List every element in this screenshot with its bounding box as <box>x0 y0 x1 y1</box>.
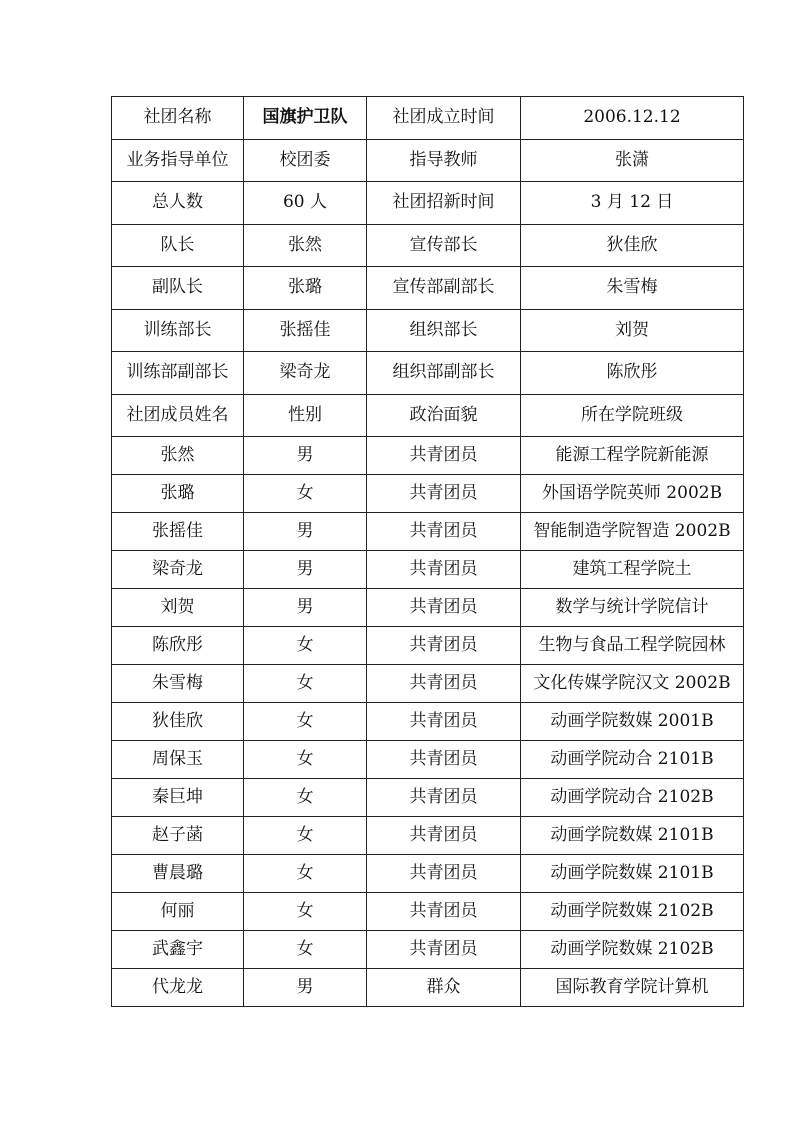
political-status-header: 政治面貌 <box>367 394 521 437</box>
table-row <box>112 931 744 969</box>
gender-header: 性别 <box>244 394 367 437</box>
advisor-value: 张潇 <box>521 139 744 182</box>
member-gender-cell: 女 <box>244 893 367 931</box>
captain-label: 队长 <box>112 224 244 267</box>
club-info-section <box>112 97 744 437</box>
publicity-head-value: 狄佳欣 <box>521 224 744 267</box>
member-gender-cell: 女 <box>244 817 367 855</box>
organization-head-label: 组织部长 <box>367 309 521 352</box>
member-college-class-cell: 动画学院动合 2101B <box>521 741 744 779</box>
member-name-cell: 张璐 <box>112 475 244 513</box>
member-political-status-cell: 共青团员 <box>367 703 521 741</box>
member-gender-cell: 男 <box>244 969 367 1007</box>
table-row <box>112 779 744 817</box>
member-political-status-cell: 共青团员 <box>367 437 521 475</box>
member-name-cell: 狄佳欣 <box>112 703 244 741</box>
member-gender-cell: 男 <box>244 513 367 551</box>
table-row <box>112 855 744 893</box>
member-political-status-cell: 共青团员 <box>367 551 521 589</box>
member-political-status-cell: 共青团员 <box>367 931 521 969</box>
member-name-cell: 秦巨坤 <box>112 779 244 817</box>
table-row <box>112 475 744 513</box>
member-political-status-cell: 共青团员 <box>367 817 521 855</box>
table-row <box>112 893 744 931</box>
table-row <box>112 97 744 140</box>
member-college-class-cell: 动画学院动合 2102B <box>521 779 744 817</box>
club-name-value: 国旗护卫队 <box>244 97 367 140</box>
table-row <box>112 309 744 352</box>
table-row <box>112 352 744 395</box>
total-value: 60 人 <box>244 182 367 225</box>
recruit-value: 3 月 12 日 <box>521 182 744 225</box>
member-political-status-cell: 群众 <box>367 969 521 1007</box>
table-row <box>112 741 744 779</box>
publicity-vice-label: 宣传部副部长 <box>367 267 521 310</box>
member-political-status-cell: 共青团员 <box>367 589 521 627</box>
member-name-cell: 张摇佳 <box>112 513 244 551</box>
table-row <box>112 703 744 741</box>
member-name-cell: 曹晨璐 <box>112 855 244 893</box>
table-row <box>112 267 744 310</box>
member-college-class-cell: 动画学院数媒 2102B <box>521 893 744 931</box>
member-college-class-cell: 智能制造学院智造 2002B <box>521 513 744 551</box>
member-gender-cell: 女 <box>244 627 367 665</box>
member-gender-cell: 女 <box>244 855 367 893</box>
member-gender-cell: 女 <box>244 665 367 703</box>
club-name-label: 社团名称 <box>112 97 244 140</box>
member-name-cell: 周保玉 <box>112 741 244 779</box>
member-name-cell: 朱雪梅 <box>112 665 244 703</box>
members-header-row <box>112 394 744 437</box>
table-row <box>112 817 744 855</box>
member-college-class-cell: 生物与食品工程学院园林 <box>521 627 744 665</box>
member-college-class-cell: 动画学院数媒 2001B <box>521 703 744 741</box>
college-class-header: 所在学院班级 <box>521 394 744 437</box>
member-name-cell: 代龙龙 <box>112 969 244 1007</box>
table-row <box>112 139 744 182</box>
organization-vice-label: 组织部副部长 <box>367 352 521 395</box>
member-college-class-cell: 动画学院数媒 2101B <box>521 855 744 893</box>
member-gender-cell: 男 <box>244 437 367 475</box>
member-college-class-cell: 数学与统计学院信计 <box>521 589 744 627</box>
member-college-class-cell: 外国语学院英师 2002B <box>521 475 744 513</box>
member-political-status-cell: 共青团员 <box>367 741 521 779</box>
member-political-status-cell: 共青团员 <box>367 665 521 703</box>
member-gender-cell: 女 <box>244 475 367 513</box>
table-row <box>112 224 744 267</box>
organization-vice-value: 陈欣彤 <box>521 352 744 395</box>
table-row <box>112 551 744 589</box>
member-college-class-cell: 动画学院数媒 2102B <box>521 931 744 969</box>
member-name-cell: 武鑫宇 <box>112 931 244 969</box>
member-political-status-cell: 共青团员 <box>367 893 521 931</box>
publicity-vice-value: 朱雪梅 <box>521 267 744 310</box>
member-name-cell: 刘贺 <box>112 589 244 627</box>
member-gender-cell: 男 <box>244 589 367 627</box>
publicity-head-label: 宣传部长 <box>367 224 521 267</box>
table-row <box>112 182 744 225</box>
training-head-value: 张摇佳 <box>244 309 367 352</box>
total-label: 总人数 <box>112 182 244 225</box>
vice-captain-value: 张璐 <box>244 267 367 310</box>
member-gender-cell: 女 <box>244 741 367 779</box>
member-name-cell: 何丽 <box>112 893 244 931</box>
member-political-status-cell: 共青团员 <box>367 779 521 817</box>
table-row <box>112 437 744 475</box>
advisor-label: 指导教师 <box>367 139 521 182</box>
guidance-unit-label: 业务指导单位 <box>112 139 244 182</box>
member-gender-cell: 女 <box>244 703 367 741</box>
member-political-status-cell: 共青团员 <box>367 513 521 551</box>
member-gender-cell: 女 <box>244 779 367 817</box>
organization-head-value: 刘贺 <box>521 309 744 352</box>
member-name-cell: 陈欣彤 <box>112 627 244 665</box>
member-political-status-cell: 共青团员 <box>367 475 521 513</box>
member-name-cell: 梁奇龙 <box>112 551 244 589</box>
guidance-unit-value: 校团委 <box>244 139 367 182</box>
member-gender-cell: 女 <box>244 931 367 969</box>
training-head-label: 训练部长 <box>112 309 244 352</box>
member-political-status-cell: 共青团员 <box>367 627 521 665</box>
recruit-label: 社团招新时间 <box>367 182 521 225</box>
member-gender-cell: 男 <box>244 551 367 589</box>
vice-captain-label: 副队长 <box>112 267 244 310</box>
member-college-class-cell: 动画学院数媒 2101B <box>521 817 744 855</box>
member-political-status-cell: 共青团员 <box>367 855 521 893</box>
table-row <box>112 665 744 703</box>
founded-value: 2006.12.12 <box>521 97 744 140</box>
founded-label: 社团成立时间 <box>367 97 521 140</box>
captain-value: 张然 <box>244 224 367 267</box>
table-row <box>112 589 744 627</box>
member-college-class-cell: 建筑工程学院土 <box>521 551 744 589</box>
member-college-class-cell: 文化传媒学院汉文 2002B <box>521 665 744 703</box>
member-name-header: 社团成员姓名 <box>112 394 244 437</box>
member-name-cell: 张然 <box>112 437 244 475</box>
table-row <box>112 969 744 1007</box>
training-vice-label: 训练部副部长 <box>112 352 244 395</box>
member-college-class-cell: 能源工程学院新能源 <box>521 437 744 475</box>
member-name-cell: 赵子菡 <box>112 817 244 855</box>
table-row <box>112 627 744 665</box>
club-info-table <box>111 96 744 1007</box>
training-vice-value: 梁奇龙 <box>244 352 367 395</box>
members-section <box>112 437 744 1007</box>
table-row <box>112 513 744 551</box>
member-college-class-cell: 国际教育学院计算机 <box>521 969 744 1007</box>
